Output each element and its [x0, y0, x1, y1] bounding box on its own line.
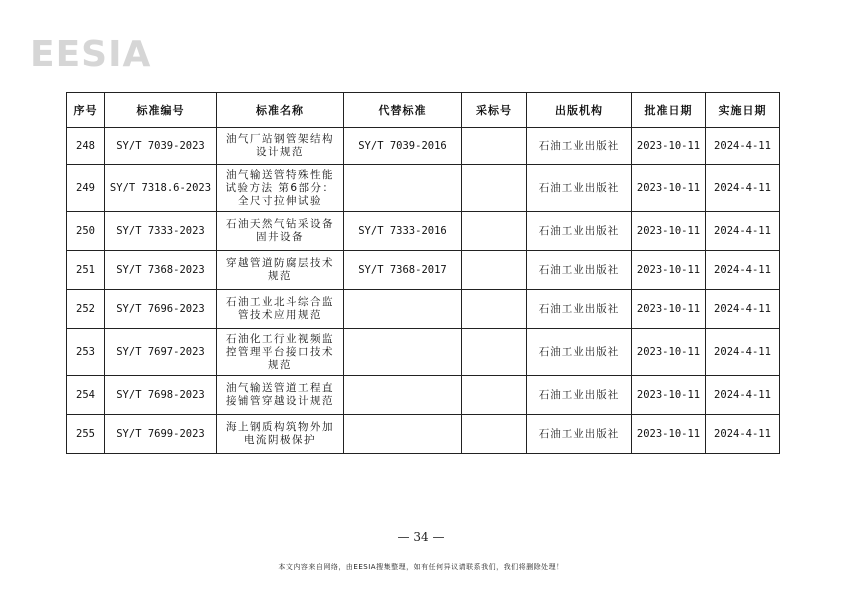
standard-code: SY/T 7333-2023 — [105, 212, 217, 251]
table-row — [67, 251, 780, 290]
row-index: 248 — [67, 128, 105, 165]
row-index: 255 — [67, 415, 105, 454]
effective-date: 2024-4-11 — [706, 165, 780, 212]
standard-code: SY/T 7368-2023 — [105, 251, 217, 290]
row-index: 254 — [67, 376, 105, 415]
approval-date: 2023-10-11 — [632, 165, 706, 212]
standards-table — [66, 92, 780, 454]
footer-disclaimer: 本文内容来自网络，由EESIA搜集整理，如有任何异议请联系我们，我们将删除处理！ — [278, 563, 564, 571]
replaced-standard — [344, 290, 462, 329]
approval-date: 2023-10-11 — [632, 376, 706, 415]
standard-code: SY/T 7318.6-2023 — [105, 165, 217, 212]
header-publisher: 出版机构 — [527, 93, 632, 128]
replaced-standard: SY/T 7333-2016 — [344, 212, 462, 251]
standard-name: 海上钢质构筑物外加电流阴极保护 — [217, 415, 344, 454]
standard-name: 油气输送管特殊性能试验方法 第6部分：全尺寸拉伸试验 — [217, 165, 344, 212]
header-approval-date: 批准日期 — [632, 93, 706, 128]
adopted-standard — [462, 212, 527, 251]
effective-date: 2024-4-11 — [706, 376, 780, 415]
adopted-standard — [462, 376, 527, 415]
approval-date: 2023-10-11 — [632, 290, 706, 329]
row-index: 251 — [67, 251, 105, 290]
adopted-standard — [462, 165, 527, 212]
replaced-standard: SY/T 7368-2017 — [344, 251, 462, 290]
header-effective-date: 实施日期 — [706, 93, 780, 128]
adopted-standard — [462, 415, 527, 454]
row-index: 252 — [67, 290, 105, 329]
replaced-standard — [344, 376, 462, 415]
header-standard-name: 标准名称 — [217, 93, 344, 128]
table-row — [67, 165, 780, 212]
table-header-row — [67, 93, 780, 128]
row-index: 249 — [67, 165, 105, 212]
effective-date: 2024-4-11 — [706, 251, 780, 290]
effective-date: 2024-4-11 — [706, 415, 780, 454]
approval-date: 2023-10-11 — [632, 415, 706, 454]
replaced-standard: SY/T 7039-2016 — [344, 128, 462, 165]
table-row — [67, 128, 780, 165]
adopted-standard — [462, 290, 527, 329]
publisher: 石油工业出版社 — [527, 251, 632, 290]
eesia-logo: EESIA — [30, 34, 152, 75]
publisher: 石油工业出版社 — [527, 165, 632, 212]
table-row — [67, 415, 780, 454]
approval-date: 2023-10-11 — [632, 128, 706, 165]
table-row — [67, 329, 780, 376]
adopted-standard — [462, 251, 527, 290]
table-row — [67, 290, 780, 329]
standard-code: SY/T 7039-2023 — [105, 128, 217, 165]
page-number: — 34 — — [397, 530, 445, 544]
table-row — [67, 376, 780, 415]
header-standard-code: 标准编号 — [105, 93, 217, 128]
replaced-standard — [344, 165, 462, 212]
publisher: 石油工业出版社 — [527, 290, 632, 329]
effective-date: 2024-4-11 — [706, 329, 780, 376]
standard-name: 油气厂站钢管架结构设计规范 — [217, 128, 344, 165]
publisher: 石油工业出版社 — [527, 329, 632, 376]
publisher: 石油工业出版社 — [527, 415, 632, 454]
standard-code: SY/T 7699-2023 — [105, 415, 217, 454]
approval-date: 2023-10-11 — [632, 212, 706, 251]
standard-code: SY/T 7697-2023 — [105, 329, 217, 376]
adopted-standard — [462, 128, 527, 165]
standard-name: 石油天然气钻采设备固井设备 — [217, 212, 344, 251]
effective-date: 2024-4-11 — [706, 212, 780, 251]
standard-name: 穿越管道防腐层技术规范 — [217, 251, 344, 290]
standard-name: 油气输送管道工程直接铺管穿越设计规范 — [217, 376, 344, 415]
row-index: 250 — [67, 212, 105, 251]
effective-date: 2024-4-11 — [706, 128, 780, 165]
publisher: 石油工业出版社 — [527, 212, 632, 251]
adopted-standard — [462, 329, 527, 376]
header-adopted-standard: 采标号 — [462, 93, 527, 128]
replaced-standard — [344, 415, 462, 454]
effective-date: 2024-4-11 — [706, 290, 780, 329]
standard-name: 石油工业北斗综合监管技术应用规范 — [217, 290, 344, 329]
header-replaced-standard: 代替标准 — [344, 93, 462, 128]
table-row — [67, 212, 780, 251]
publisher: 石油工业出版社 — [527, 376, 632, 415]
standard-code: SY/T 7698-2023 — [105, 376, 217, 415]
replaced-standard — [344, 329, 462, 376]
approval-date: 2023-10-11 — [632, 251, 706, 290]
row-index: 253 — [67, 329, 105, 376]
publisher: 石油工业出版社 — [527, 128, 632, 165]
approval-date: 2023-10-11 — [632, 329, 706, 376]
standard-code: SY/T 7696-2023 — [105, 290, 217, 329]
standard-name: 石油化工行业视频监控管理平台接口技术规范 — [217, 329, 344, 376]
header-index: 序号 — [67, 93, 105, 128]
